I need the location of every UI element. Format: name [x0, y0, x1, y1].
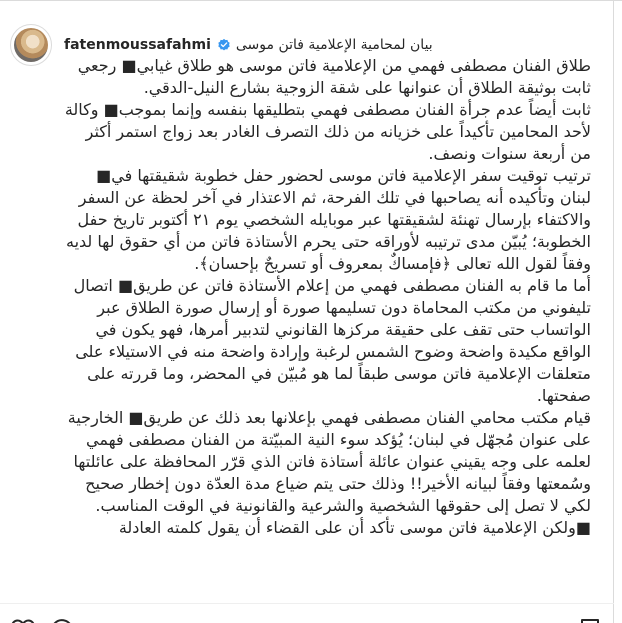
caption-paragraph-1: طلاق الفنان مصطفى فهمي من الإعلامية فاتن موسى هو طلاق غيابي■ رجعي ثابت بوثيقة الطلاق أن عنوانها على شقة الزوجية بشارع النيل-الدقي.	[77, 56, 591, 97]
bookmark-icon[interactable]	[580, 618, 600, 623]
post-frame-top	[0, 0, 622, 6]
caption-paragraph-6: قيام مكتب محامي الفنان مصطفى فهمي بإعلانها بعد ذلك عن طريق■ الخارجية على عنوان مُجهّل في لبنان؛ يُؤكد سوء النية المبيّتة من الفنان مصطفى فهمي لعلمه على وجه يقيني عنوان عائلة أستاذة فاتن الذي قرّر المحافظة على عائلتها وسُمعتها وفقاً لبيانه الأخير!! وذلك حتى يتم ضياع مدة العدّة دون إخطار صحيح لكي لا تصل إلى حقوقها الشخصية والشرعية والقانونية في الوقت المناسب.	[67, 408, 591, 515]
caption-body	[64, 55, 591, 595]
caption-header	[64, 33, 589, 57]
caption-paragraph-7: ■ولكن الإعلامية فاتن موسى تأكد أن على القضاء أن يقول كلمته العادلة	[118, 518, 591, 537]
avatar[interactable]	[10, 24, 52, 66]
comment-icon[interactable]	[50, 618, 74, 623]
caption-paragraph-4: والاكتفاء بإرسال تهنئة لشقيقتها عبر موبايله الشخصي يوم ٢١ أكتوبر تاريخ حفل الخطوبة؛ يُبيّن مدى ترتيبه لأوراقه حتى يحرم الأستاذة فاتن من أي حقوق لها لديه وفقاً لقول الله تعالى ﴿فإمساكٌ بمعروف أو تسريحٌ بإحسان﴾.	[66, 210, 591, 273]
caption-paragraph-2: ثابت أيضاً عدم جرأة الفنان مصطفى فهمي بتطليقها بنفسه وإنما بموجب■ وكالة لأحد المحامين تأكيداً على خزيانه من ذلك التصرف الغادر بعد زواج استمر أكثر من أربعة سنوات ونصف.	[64, 100, 591, 163]
caption-title: بيان لمحامية الإعلامية فاتن موسى	[235, 37, 433, 53]
caption-paragraph-3: ترتيب توقيت سفر الإعلامية فاتن موسى لحضور حفل خطوبة شقيقتها في■ لبنان وتأكيده أنه يصاحبها في تلك الفرحة، ثم الاعتذار في آخر لحظة عن السفر	[78, 166, 591, 207]
post-frame-divider	[613, 0, 614, 623]
verified-badge-icon	[217, 38, 231, 52]
action-bar	[0, 603, 614, 623]
username-link[interactable]: fatenmoussafahmi	[64, 37, 211, 53]
caption-paragraph-5: أما ما قام به الفنان مصطفى فهمي من إعلام الأستاذة فاتن عن طريق■ اتصال تليفوني من مكتب المحاماة دون تسليمها صورة أو إرسال صورة الطلاق عبر الواتساب حتى تقف على حقيقة مركزها القانوني لتدبير أمرها، فهو يكون في الواقع مكيدة واضحة وضوح الشمس لرغبة وإرادة واضحة منه في الاستيلاء على متعلقات الإعلامية فاتن موسى طبقاً لما هو مُبيّن في المحضر، وما قررته على صفحتها.	[73, 276, 591, 405]
avatar-image	[14, 28, 48, 62]
heart-icon[interactable]	[10, 618, 36, 623]
